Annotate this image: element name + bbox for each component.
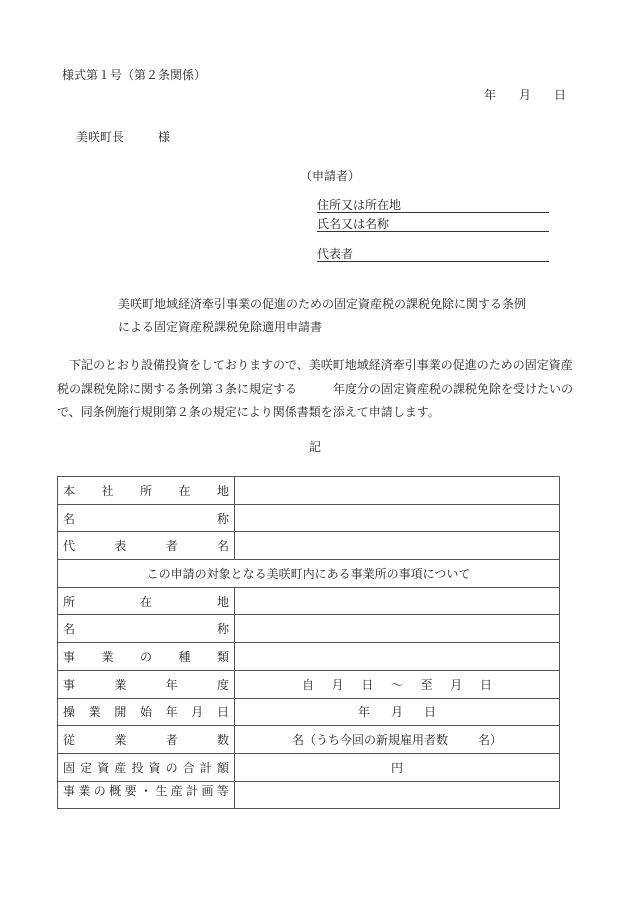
label-char: 年 — [165, 677, 178, 692]
ki-heading: 記 — [309, 440, 322, 454]
label-name — [58, 504, 235, 532]
table-row — [58, 560, 560, 588]
label-char: 業 — [114, 733, 127, 748]
label-char: 在 — [139, 594, 152, 609]
label-char: 事 — [63, 649, 76, 664]
label-char: 従 — [63, 733, 76, 748]
label-char: の — [93, 783, 106, 798]
label-char: 在 — [178, 483, 191, 498]
table-row — [58, 753, 560, 781]
address-field[interactable] — [317, 198, 549, 213]
label-start-date — [58, 698, 235, 726]
label-char: 称 — [216, 622, 229, 637]
label-char: 日 — [423, 705, 436, 720]
label-char: 数 — [216, 733, 229, 748]
date-month: 月 — [518, 88, 531, 102]
label-char: 地 — [216, 594, 229, 609]
date-line — [484, 86, 566, 103]
label-char: ～ — [390, 677, 403, 692]
table-row — [58, 781, 560, 809]
address-label: 住所又は所在地 — [317, 198, 402, 212]
label-char: 固 — [63, 760, 76, 775]
label-char: 産 — [114, 760, 127, 775]
label-char: 概 — [109, 783, 122, 798]
label-char: 業 — [78, 783, 91, 798]
representative-label: 代表者 — [317, 247, 354, 261]
label-char: 資 — [148, 760, 161, 775]
label-office-name — [58, 615, 235, 643]
value-name[interactable] — [235, 504, 560, 532]
label-char: 投 — [131, 760, 144, 775]
label-char: 至 — [420, 677, 433, 692]
label-char: の — [139, 649, 152, 664]
label-char: 所 — [139, 483, 152, 498]
label-char: 合 — [182, 760, 195, 775]
label-char: 始 — [139, 705, 152, 720]
label-investment — [58, 753, 235, 781]
label-char: 業 — [114, 677, 127, 692]
name-label: 氏名又は名称 — [317, 217, 390, 231]
label-char: 要 — [124, 783, 137, 798]
label-location — [58, 587, 235, 615]
table-row — [58, 643, 560, 671]
label-char: 類 — [216, 649, 229, 664]
value-representative[interactable] — [235, 532, 560, 560]
label-char: 操 — [63, 705, 76, 720]
body-part2: 年度分の固定資産税の課税免除を受けたいので、同条例施行規則第２条の規定により関係書類を添えて申請します。 — [57, 381, 574, 419]
label-char: 事 — [63, 677, 76, 692]
label-char: 計 — [199, 760, 212, 775]
date-day: 日 — [553, 88, 566, 102]
table-row — [58, 587, 560, 615]
employees-part2: 名） — [478, 733, 503, 748]
label-char: 日 — [479, 677, 492, 692]
label-char: 名 — [63, 511, 76, 526]
label-char: 表 — [114, 539, 127, 554]
label-char: 事 — [63, 783, 76, 798]
investment-unit: 円 — [390, 760, 403, 775]
label-char: 資 — [97, 760, 110, 775]
value-head-office[interactable] — [235, 477, 560, 505]
value-office-name[interactable] — [235, 615, 560, 643]
label-char: 額 — [216, 760, 229, 775]
applicant-heading: （申請者） — [300, 169, 361, 183]
label-char: 計 — [186, 783, 199, 798]
addressee-honorific: 様 — [158, 130, 171, 144]
label-char: 開 — [114, 705, 127, 720]
employees-part1: 名（うち今回の新規雇用者数 — [291, 733, 448, 748]
label-overview — [58, 781, 235, 809]
table-row — [58, 532, 560, 560]
label-char: 月 — [390, 705, 403, 720]
label-char: 自 — [302, 677, 315, 692]
label-char: 年 — [358, 705, 371, 720]
table-row — [58, 670, 560, 698]
label-char: 業 — [88, 705, 101, 720]
document-title-line1: 美咲町地域経済牽引事業の促進のための固定資産税の課税免除に関する条例 — [118, 297, 527, 311]
label-char: 生 — [155, 783, 168, 798]
value-location[interactable] — [235, 587, 560, 615]
label-char: 月 — [450, 677, 463, 692]
label-char: 名 — [216, 539, 229, 554]
table-row — [58, 698, 560, 726]
label-char: 業 — [101, 649, 114, 664]
label-char: ・ — [139, 783, 152, 798]
label-char: 度 — [216, 677, 229, 692]
addressee-name: 美咲町長 — [76, 130, 125, 144]
label-char: 日 — [361, 677, 374, 692]
value-investment[interactable] — [235, 753, 560, 781]
form-number: 様式第１号（第２条関係） — [62, 68, 207, 82]
label-char: 名 — [63, 622, 76, 637]
value-overview[interactable] — [235, 781, 560, 809]
document-title-line2: による固定資産税課税免除適用申請書 — [118, 320, 323, 334]
label-char: 等 — [216, 783, 229, 798]
date-year: 年 — [484, 88, 497, 102]
label-char: 所 — [63, 594, 76, 609]
label-char: 日 — [216, 705, 229, 720]
label-char: 本 — [63, 483, 76, 498]
body-text — [57, 354, 583, 425]
label-head-office — [58, 477, 235, 505]
label-char: 者 — [165, 733, 178, 748]
label-char: 産 — [170, 783, 183, 798]
label-char: 定 — [80, 760, 93, 775]
table-row — [58, 726, 560, 754]
name-field[interactable] — [317, 217, 549, 232]
addressee — [76, 128, 170, 145]
label-char: 社 — [101, 483, 114, 498]
label-fiscal-year — [58, 670, 235, 698]
value-start-date[interactable] — [235, 698, 560, 726]
label-employees — [58, 726, 235, 754]
label-char: 種 — [178, 649, 191, 664]
label-char: 称 — [216, 511, 229, 526]
label-char: 月 — [191, 705, 204, 720]
label-business-type — [58, 643, 235, 671]
label-char: 者 — [165, 539, 178, 554]
representative-field[interactable] — [317, 247, 549, 262]
label-char: 画 — [201, 783, 214, 798]
label-representative — [58, 532, 235, 560]
body-part1: 下記のとおり設備投資をしておりますので、美咲町地域経済牽引事業の促進のための固定資産税の課税免除に関する条例第３条に規定する — [57, 358, 573, 396]
table-row — [58, 615, 560, 643]
label-char: の — [165, 760, 178, 775]
table-row — [58, 504, 560, 532]
section-header: この申請の対象となる美咲町内にある事業所の事項について — [58, 560, 560, 588]
label-char: 年 — [165, 705, 178, 720]
label-char: 月 — [331, 677, 344, 692]
table-row — [58, 477, 560, 505]
value-fiscal-year[interactable] — [235, 670, 560, 698]
label-char: 代 — [63, 539, 76, 554]
application-table — [57, 476, 560, 809]
label-char: 地 — [216, 483, 229, 498]
value-business-type[interactable] — [235, 643, 560, 671]
value-employees[interactable] — [235, 726, 560, 754]
